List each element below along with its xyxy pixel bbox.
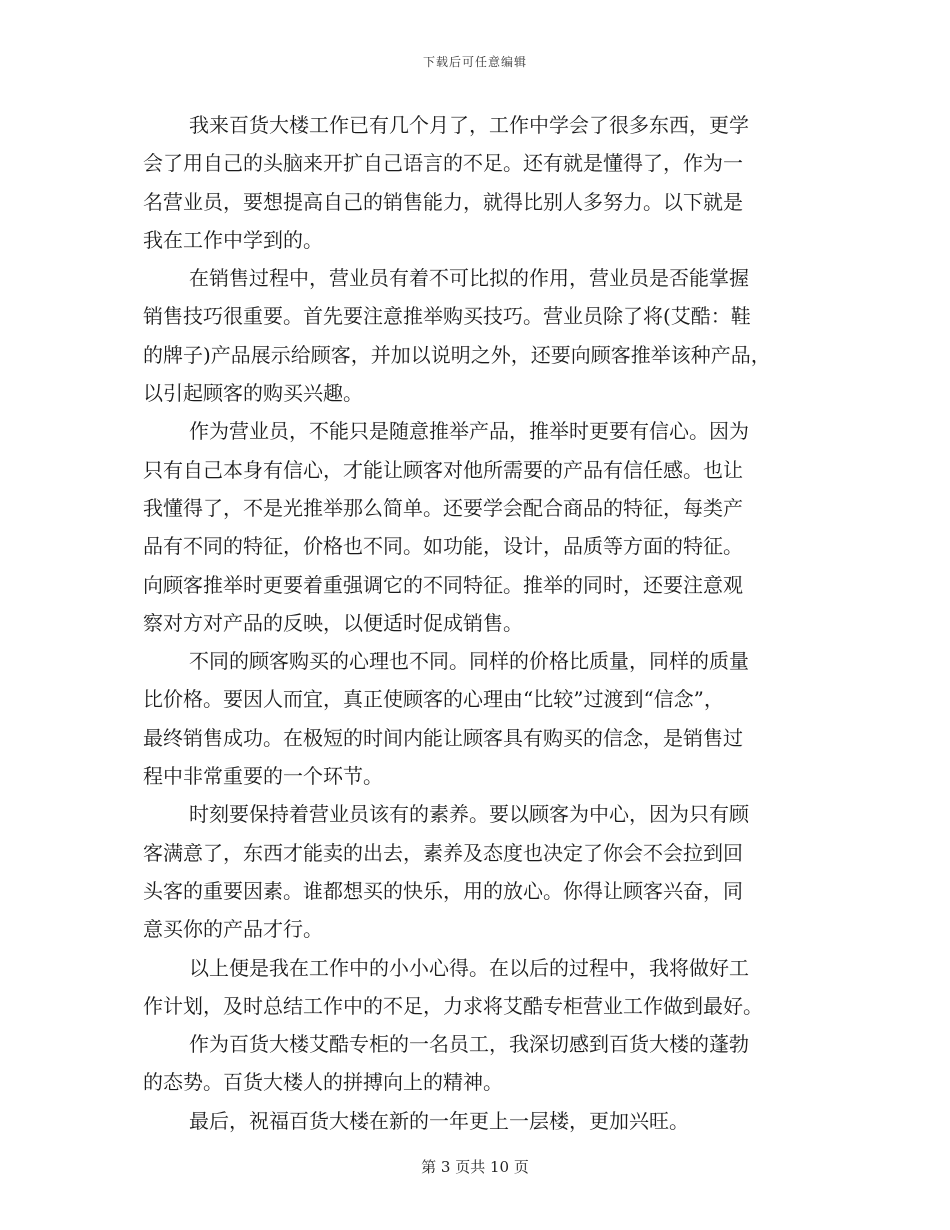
paragraph-1-line-2: 会了用自己的头脑来开扩自己语言的不足。还有就是懂得了，作为一: [143, 151, 743, 176]
paragraph-5-line-4: 意买你的产品才行。: [143, 917, 323, 942]
paragraph-3-line-2: 只有自己本身有信心，才能让顾客对他所需要的产品有信任感。也让: [143, 457, 743, 482]
paragraph-5-line-3: 头客的重要因素。谁都想买的快乐，用的放心。你得让顾客兴奋，同: [143, 878, 743, 903]
paragraph-3-line-3: 我懂得了，不是光推举那么简单。还要学会配合商品的特征，每类产: [143, 495, 743, 520]
paragraph-5-line-1: 时刻要保持着营业员该有的素养。要以顾客为中心，因为只有顾: [189, 802, 749, 827]
document-body: [143, 106, 807, 1140]
paragraph-7-line-2: 的态势。百货大楼人的拼搏向上的精神。: [143, 1070, 503, 1095]
paragraph-3-line-4: 品有不同的特征，价格也不同。如功能，设计，品质等方面的特征。: [143, 534, 743, 559]
paragraph-4-line-3: 最终销售成功。在极短的时间内能让顾客具有购买的信念，是销售过: [143, 725, 743, 750]
paragraph-6-line-1: 以上便是我在工作中的小小心得。在以后的过程中，我将做好工: [189, 955, 749, 980]
paragraph-3-line-6: 察对方对产品的反映，以便适时促成销售。: [143, 610, 523, 635]
paragraph-7-line-1: 作为百货大楼艾酷专柜的一名员工，我深切感到百货大楼的蓬勃: [189, 1032, 749, 1057]
paragraph-2-line-1: 在销售过程中，营业员有着不可比拟的作用，营业员是否能掌握: [189, 266, 749, 291]
page-footer: 第 3 页共 10 页: [421, 1158, 529, 1176]
paragraph-4-line-1: 不同的顾客购买的心理也不同。同样的价格比质量，同样的质量: [189, 649, 749, 674]
paragraph-1-line-4: 我在工作中学到的。: [143, 227, 323, 252]
paragraph-8-line-1: 最后，祝福百货大楼在新的一年更上一层楼，更加兴旺。: [189, 1108, 689, 1133]
paragraph-1-line-3: 名营业员，要想提高自己的销售能力，就得比别人多努力。以下就是: [143, 189, 743, 214]
paragraph-3-line-5: 向顾客推举时更要着重强调它的不同特征。推举的同时，还要注意观: [143, 572, 743, 597]
paragraph-3-line-1: 作为营业员，不能只是随意推举产品，推举时更要有信心。因为: [189, 419, 749, 444]
paragraph-2-line-3: 的牌子)产品展示给顾客，并加以说明之外，还要向顾客推举该种产品，: [143, 342, 771, 367]
paragraph-4-line-2: 比价格。要因人而宜，真正使顾客的心理由“比较”过渡到“信念”，: [143, 687, 724, 712]
paragraph-5-line-2: 客满意了，东西才能卖的出去，素养及态度也决定了你会不会拉到回: [143, 840, 743, 865]
paragraph-1-line-1: 我来百货大楼工作已有几个月了，工作中学会了很多东西，更学: [189, 113, 749, 137]
page-header: 下载后可任意编辑: [422, 55, 527, 69]
paragraph-6-line-2: 作计划，及时总结工作中的不足，力求将艾酷专柜营业工作做到最好。: [143, 993, 763, 1018]
paragraph-2-line-2: 销售技巧很重要。首先要注意推举购买技巧。营业员除了将(艾酷：鞋: [143, 304, 751, 329]
paragraph-2-line-4: 以引起顾客的购买兴趣。: [143, 381, 363, 406]
paragraph-4-line-4: 程中非常重要的一个环节。: [143, 764, 383, 789]
